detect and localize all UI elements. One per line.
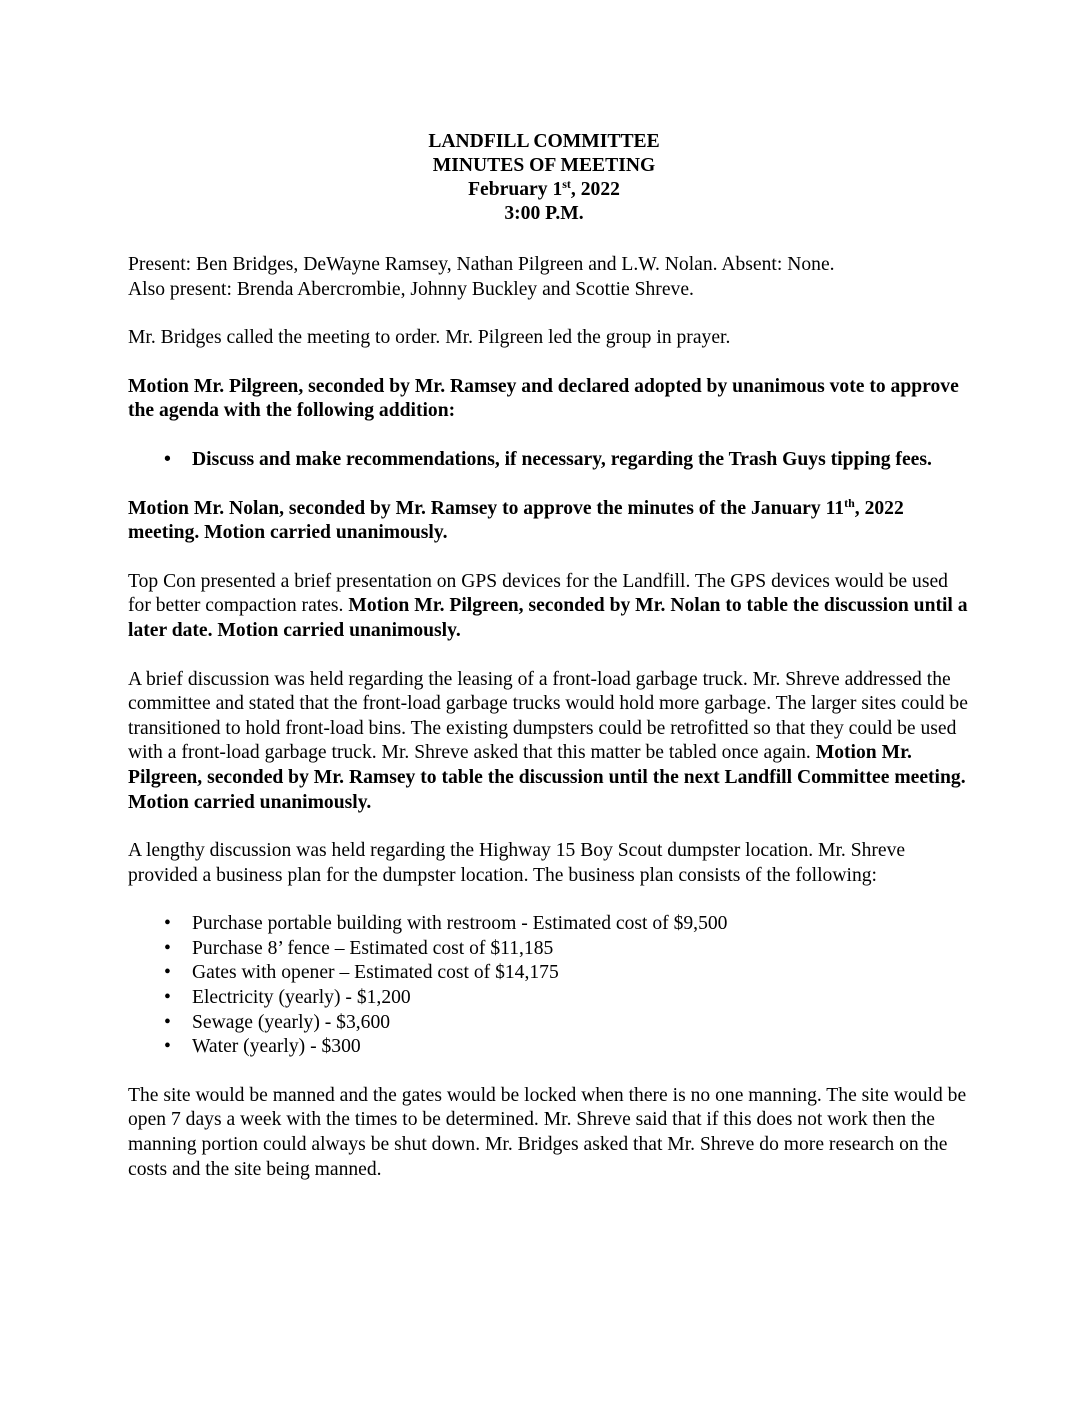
header-title: LANDFILL COMMITTEE [428,131,660,152]
header-date-suffix: , 2022 [570,179,620,200]
minutes-motion-prefix: Motion Mr. Nolan, seconded by Mr. Ramsey to approve the minutes of the January 11 [128,497,845,519]
gps-motion: Motion Mr. Pilgreen, seconded by Mr. Nolan to table the discussion until a later date. Motion carried unanimously. [128,595,968,641]
agenda-addition-item: • Discuss and make recommendations, if necessary, regarding the Trash Guys tipping fees. [128,448,968,473]
truck-motion: Motion Mr. Pilgreen, seconded by Mr. Ramsey to table the discussion until the next Landfill Committee meeting. Motion carried unanimously. [128,742,966,813]
business-plan-item: • Water (yearly) - $300 [128,1035,968,1060]
attendance-paragraph [128,253,968,302]
attendance-present: Present: Ben Bridges, DeWayne Ramsey, Nathan Pilgreen and L.W. Nolan. Absent: None. [128,254,835,275]
header-time: 3:00 P.M. [504,203,584,224]
header-subtitle: MINUTES OF MEETING [432,155,656,176]
business-plan-item: • Sewage (yearly) - $3,600 [128,1011,968,1036]
document-header [0,130,1088,226]
business-plan-item: • Purchase portable building with restroom - Estimated cost of $9,500 [128,912,968,937]
call-to-order-paragraph: Mr. Bridges called the meeting to order. Mr. Pilgreen led the group in prayer. [128,327,731,349]
closing-paragraph: The site would be manned and the gates would be locked when there is no one manning. The site would be open 7 days a week with the times to be determined. Mr. Shreve said that if this does not work then the manning portion could always be shut down. Mr. Bridges asked that Mr. Shreve do more research on the costs and the site being manned. [128,1084,967,1180]
truck-paragraph [128,668,968,816]
business-plan-list [128,912,968,1060]
minutes-motion-paragraph [128,497,968,546]
gps-paragraph [128,570,968,644]
boy-scout-paragraph: A lengthy discussion was held regarding the Highway 15 Boy Scout dumpster location. Mr. Shreve provided a business plan for the dumpster location. The business plan consists of the following: [128,840,906,886]
agenda-addition-list [128,448,968,473]
minutes-motion-ordinal: th [844,495,855,510]
business-plan-item: • Electricity (yearly) - $1,200 [128,986,968,1011]
document-body [128,253,968,1206]
business-plan-item: • Gates with opener – Estimated cost of $14,175 [128,961,968,986]
header-date [0,178,1088,202]
attendance-also-present: Also present: Brenda Abercrombie, Johnny Buckley and Scottie Shreve. [128,278,694,300]
gps-text: Top Con presented a brief presentation on GPS devices for the Landfill. The GPS devices would be used for better compaction rates. [128,570,948,617]
header-date-prefix: February 1 [468,179,563,200]
header-date-ordinal: st [562,177,571,191]
truck-text: A brief discussion was held regarding the leasing of a front-load garbage truck. Mr. Shreve addressed the committee and stated that the front-load garbage trucks would hold more garbage. The larger sites could be transitioned to hold front-load bins. The existing dumpsters could be retrofitted so that they could be used with a front-load garbage truck. Mr. Shreve asked that this matter be tabled once again. [128,668,968,764]
agenda-motion-paragraph: Motion Mr. Pilgreen, seconded by Mr. Ramsey and declared adopted by unanimous vote to approve the agenda with the following addition: [128,375,959,422]
business-plan-item: • Purchase 8’ fence – Estimated cost of $11,185 [128,937,968,962]
minutes-motion-suffix: , 2022 meeting. Motion carried unanimously. [128,497,904,544]
